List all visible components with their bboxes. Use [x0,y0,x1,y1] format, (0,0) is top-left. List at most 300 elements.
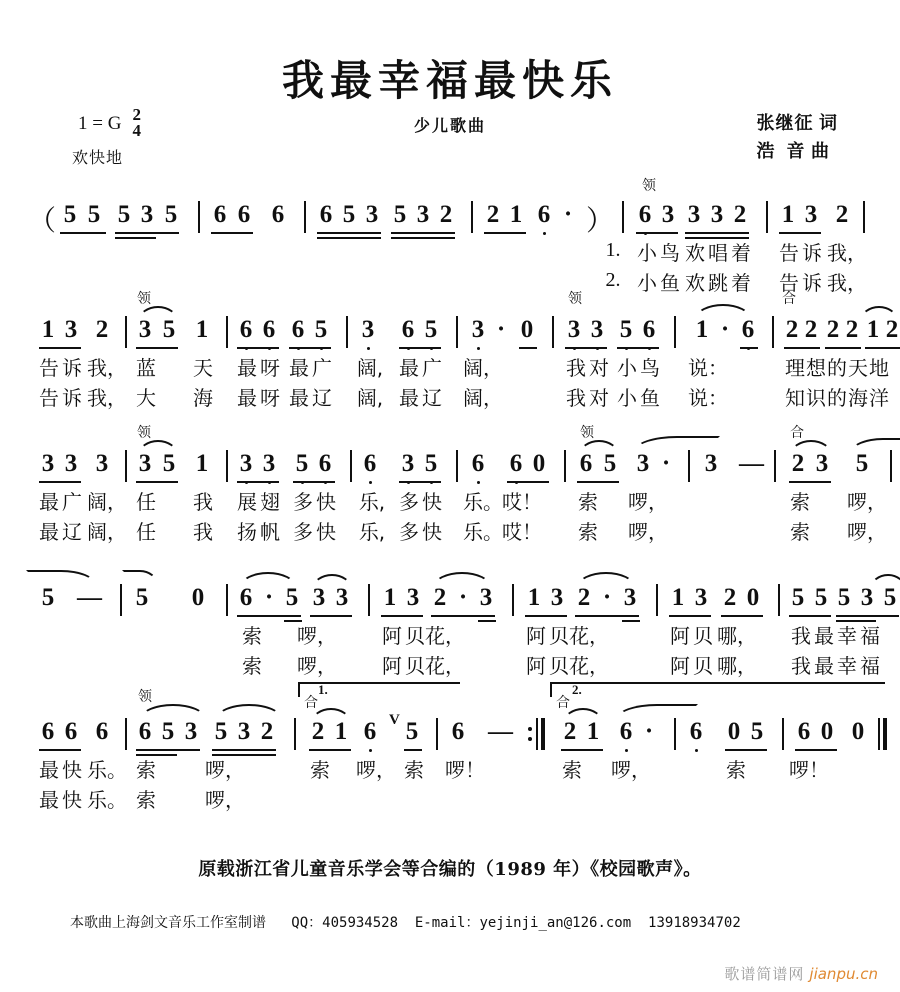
lyric-syllable: 索 [404,758,424,782]
beam [836,615,899,617]
beam [404,749,422,751]
barline [471,201,473,233]
lyric-syllable: 鸟 [640,356,660,380]
lyric-syllable: 阔， [87,490,127,514]
barline [226,316,228,348]
lyric-syllable: 多 [293,490,313,514]
lyric-syllable: 索 [242,654,262,678]
note: 5 [750,718,764,745]
note: 6 [638,201,652,228]
lyric-syllable: 啰， [205,788,245,812]
lyric-syllable: 我 [193,490,213,514]
beam [784,347,820,349]
note-extension-dash: — [739,450,764,477]
note: 5 [314,316,328,343]
note: 6 [64,718,78,745]
beam [825,347,861,349]
lyric-syllable: 我 [566,386,586,410]
beam [289,347,331,349]
note: 2 [723,584,737,611]
note: 2 [486,201,500,228]
note: 6 [509,450,523,477]
note: 0 [851,718,865,745]
note: 6 [689,718,703,745]
note: 5 [883,584,897,611]
lyric-syllable: 贝 [549,624,569,648]
note: 5 [619,316,633,343]
note: 3 [95,450,109,477]
note: 6 [213,201,227,228]
score-line-5 [30,682,870,826]
note: 0 [746,584,760,611]
note: 2 [433,584,447,611]
note: 3 [479,584,493,611]
lyric-syllable: 啰， [847,520,887,544]
note: 2 [439,201,453,228]
tempo-marking: 欢快地 [72,150,124,167]
beam [115,232,179,234]
beam [293,481,335,483]
lyric-syllable: 快 [422,490,442,514]
lyric-syllable: 说： [688,356,728,380]
lead-cue-mark: 领 [580,425,594,441]
lyric-syllable: 帆 [260,520,280,544]
beam [391,237,455,239]
note: 2 [733,201,747,228]
note: 3 [550,584,564,611]
lyric-syllable: 贝 [693,624,713,648]
barline [436,718,438,750]
verse-number: 2. [605,269,621,291]
note: 1 [383,584,397,611]
note: 6 [363,450,377,477]
lyric-syllable: 扬 [237,520,257,544]
lyric-syllable: 多 [293,520,313,544]
tie [634,436,720,451]
barline [778,584,780,616]
credits-block [757,110,839,166]
note: 1 [195,450,209,477]
lyric-syllable: 阿 [382,654,402,678]
tie [26,570,96,585]
beam [865,347,900,349]
note-extension-dash: — [77,584,102,611]
lyric-syllable: 快 [62,788,82,812]
lyric-syllable: 啰！ [445,758,485,782]
note: 3 [64,316,78,343]
lyric-syllable: 我， [87,356,127,380]
beam [669,615,711,617]
note: 5 [135,584,149,611]
lyric-syllable: 阿 [670,654,690,678]
note: 2 [804,316,818,343]
watermark-en-text: jianpu.cn [809,965,878,983]
barline [125,718,127,750]
lyric-syllable: 多 [399,490,419,514]
beam [565,347,607,349]
note: 3 [687,201,701,228]
lyric-syllable: 福 [860,654,880,678]
note: 2 [791,450,805,477]
beam [575,615,639,617]
note: 3 [138,316,152,343]
lyric-syllable: 贝 [693,654,713,678]
note: 6 [471,450,485,477]
note: 2 [845,316,859,343]
beam [211,232,253,234]
note: 5 [161,718,175,745]
lyric-syllable: 海 [193,386,213,410]
augmentation-dot: · [661,450,671,477]
lyric-syllable: 小 [617,386,637,410]
note-extension-dash: — [488,718,513,745]
barline [512,584,514,616]
beam [60,232,106,234]
lyric-syllable: 快 [422,520,442,544]
note: 3 [64,450,78,477]
beam [617,347,659,349]
note: 3 [704,450,718,477]
lyric-syllable: 啰， [297,624,337,648]
lead-cue-mark: 领 [137,291,151,307]
barline [674,718,676,750]
note: 6 [239,316,253,343]
note: 6 [95,718,109,745]
lyric-syllable: 告 [39,386,59,410]
barline [368,584,370,616]
lyric-syllable: 阔， [87,520,127,544]
beam [237,615,301,617]
lyric-syllable: 鱼 [640,386,660,410]
lyric-syllable: 地 [869,356,889,380]
watermark-cn-text: 歌谱简谱网 [724,965,805,983]
lyric-syllable: 识 [806,386,826,410]
beam [317,237,381,239]
lyric-syllable: 贝 [549,654,569,678]
note: 5 [87,201,101,228]
barline [552,316,554,348]
beam [309,749,351,751]
lyric-syllable: 乐。 [87,788,127,812]
lyric-syllable: 我 [193,520,213,544]
lyric-syllable: 我 [791,624,811,648]
note: 3 [312,584,326,611]
lyric-syllable: 哎！ [502,490,542,514]
lyric-syllable: 索 [136,758,156,782]
note: 5 [603,450,617,477]
lyric-syllable: 阔， [463,386,503,410]
barline [350,450,352,482]
lyric-syllable: 小 [637,241,657,265]
note: 6 [579,450,593,477]
lyric-syllable: 最 [289,386,309,410]
note: 1 [671,584,685,611]
note: 2 [577,584,591,611]
tie [122,570,158,585]
lyric-syllable: 福 [860,624,880,648]
note: 3 [138,450,152,477]
beam [317,232,381,234]
lead-cue-mark: 领 [137,425,151,441]
verse-number: 1. [605,239,621,261]
note: 3 [694,584,708,611]
barline [456,450,458,482]
lyric-syllable: 任 [136,520,156,544]
note: 1 [866,316,880,343]
source-note: 原载浙江省儿童音乐学会等合编的（1989 年）《校园歌声》。 [198,859,702,880]
lyric-syllable: 对 [589,356,609,380]
note: 1 [195,316,209,343]
lyric-syllable: 欢 [685,271,705,295]
beam [484,232,526,234]
lyric-syllable: 鱼 [660,271,680,295]
lyric-syllable: 广 [312,356,332,380]
note: 5 [791,584,805,611]
barline [564,450,566,482]
beam [636,232,678,234]
lyric-syllable: 告 [779,271,799,295]
lyric-syllable: 索 [562,758,582,782]
lyric-syllable: 着 [731,271,751,295]
time-signature-numerator: 2 [132,105,141,124]
beam [740,347,758,349]
barline [304,201,306,233]
note: 3 [239,450,253,477]
tutti-cue-mark: 合 [782,291,796,307]
qq-contact: QQ：405934528 [291,915,399,931]
beam [39,347,81,349]
note: 6 [138,718,152,745]
note: 6 [319,201,333,228]
augmentation-dot: · [720,316,730,343]
lyric-syllable: 跳 [708,271,728,295]
barline [294,718,296,750]
note: 5 [162,316,176,343]
lead-cue-mark: 领 [138,689,152,705]
lyric-syllable: 索 [790,520,810,544]
note: 6 [262,316,276,343]
lyric-syllable: 想 [806,356,826,380]
lyric-syllable: 告 [39,356,59,380]
lyric-syllable: 索 [242,624,262,648]
barline [774,450,776,482]
note: 1 [509,201,523,228]
note: 0 [191,584,205,611]
note: 5 [41,584,55,611]
time-signature-denominator: 4 [132,120,141,140]
lyric-syllable: 索 [310,758,330,782]
lyric-syllable: 乐。 [463,520,503,544]
lyric-syllable: 呀 [260,356,280,380]
lyric-syllable: 呀 [260,386,280,410]
lyric-syllable: 大 [136,386,156,410]
beam [115,237,156,239]
barline [772,316,774,348]
lyric-syllable: 任 [136,490,156,514]
lyric-syllable: 辽 [422,386,442,410]
lyric-syllable: 最 [814,654,834,678]
lyric-syllable: 小 [617,356,637,380]
note: 5 [837,584,851,611]
lyric-syllable: 阔， [463,356,503,380]
lyric-syllable: 贝 [405,654,425,678]
slur [216,704,282,719]
music-score [28,175,899,826]
note: 6 [401,316,415,343]
lyric-syllable: 我， [827,271,867,295]
beam [725,749,767,751]
beam [478,620,496,622]
lyric-syllable: 天 [848,356,868,380]
note: 6 [291,316,305,343]
note: 3 [567,316,581,343]
note: 3 [406,584,420,611]
lyric-syllable: 辽 [312,386,332,410]
lyric-syllable: 最 [237,356,257,380]
lyric-syllable: 哎！ [502,520,542,544]
note: 3 [860,584,874,611]
augmentation-dot: · [644,718,654,745]
lyric-syllable: 花， [569,654,609,678]
lyric-syllable: 索 [136,788,156,812]
note: 3 [335,584,349,611]
note: 1 [781,201,795,228]
barline [656,584,658,616]
note: 3 [416,201,430,228]
note: 1 [695,316,709,343]
beam [622,620,640,622]
note: 0 [820,718,834,745]
note: 3 [262,450,276,477]
lyric-syllable: 诉 [802,241,822,265]
note: 2 [826,316,840,343]
beam [519,347,537,349]
lyric-syllable: 鸟 [660,241,680,265]
barline [782,718,784,750]
lyric-syllable: 阿 [526,624,546,648]
lyric-syllable: 索 [578,520,598,544]
beam [431,615,495,617]
note: 1 [41,316,55,343]
note: 2 [311,718,325,745]
lyric-syllable: 对 [589,386,609,410]
lyric-syllable: 蓝 [136,356,156,380]
note: 3 [804,201,818,228]
lyric-syllable: 啰， [297,654,337,678]
lyric-syllable: 诉 [802,271,822,295]
barline [120,584,122,616]
beam [39,749,81,751]
engraver-name: 本歌曲上海剑文音乐工作室制谱 [70,915,266,931]
song-subtitle: 少儿歌曲 [413,118,486,135]
beam [39,481,81,483]
note: 2 [835,201,849,228]
site-watermark [724,963,878,984]
note: 1 [586,718,600,745]
note: 6 [41,718,55,745]
note: 5 [162,450,176,477]
lyric-syllable: 广 [422,356,442,380]
lyric-syllable: 最 [39,520,59,544]
lyric-syllable: 花， [425,624,465,648]
note: 3 [471,316,485,343]
note: 3 [237,718,251,745]
tie [616,704,698,719]
lyric-syllable: 阔, [356,356,384,380]
note: 3 [361,316,375,343]
lyric-syllable: 我 [791,654,811,678]
note: 3 [661,201,675,228]
lyric-syllable: 的 [827,386,847,410]
lyric-syllable: 贝 [405,624,425,648]
beam [310,615,352,617]
breath-mark: V [389,712,400,728]
lyric-syllable: 唱 [708,241,728,265]
volta-number: 2. [572,682,582,697]
beam [136,481,178,483]
augmentation-dot: · [563,201,573,228]
note: 5 [117,201,131,228]
lyric-syllable: 着 [731,241,751,265]
lyric-syllable: 辽 [62,520,82,544]
lyric-syllable: 小 [637,271,657,295]
note: 6 [271,201,285,228]
note: 3 [590,316,604,343]
note: 2 [95,316,109,343]
lyric-syllable: 啰！ [789,758,829,782]
note: 5 [342,201,356,228]
note: 3 [140,201,154,228]
barline [456,316,458,348]
note: 1 [334,718,348,745]
note: 3 [184,718,198,745]
lyric-syllable: 快 [62,758,82,782]
lyric-syllable: 阔, [356,386,384,410]
score-line-1 [28,175,870,295]
note: 5 [424,316,438,343]
lyric-syllable: 啰， [611,758,651,782]
lyric-syllable: 乐。 [87,758,127,782]
barline [674,316,676,348]
barline [890,450,892,482]
augmentation-dot: · [496,316,506,343]
barline [198,201,200,233]
note: 0 [727,718,741,745]
lyric-syllable: 乐。 [463,490,503,514]
note: 5 [814,584,828,611]
lyric-syllable: 诉 [62,386,82,410]
beam [789,481,831,483]
key-signature-block [78,105,141,140]
beam [789,615,831,617]
beam [779,232,821,234]
slur [140,704,206,719]
note: 5 [405,718,419,745]
lyric-syllable: 最 [237,386,257,410]
intro-paren-open: （ [28,206,57,237]
lyric-syllable: 乐, [358,520,386,544]
lyric-syllable: 最 [39,758,59,782]
note: 6 [642,316,656,343]
tutti-cue-mark: 合 [790,425,804,441]
lyric-syllable: 最 [289,356,309,380]
beam [391,232,455,234]
score-line-2 [30,290,899,424]
lyric-syllable: 翅 [260,490,280,514]
phone-contact: 13918934702 [648,915,741,931]
note: 5 [424,450,438,477]
note: 5 [164,201,178,228]
